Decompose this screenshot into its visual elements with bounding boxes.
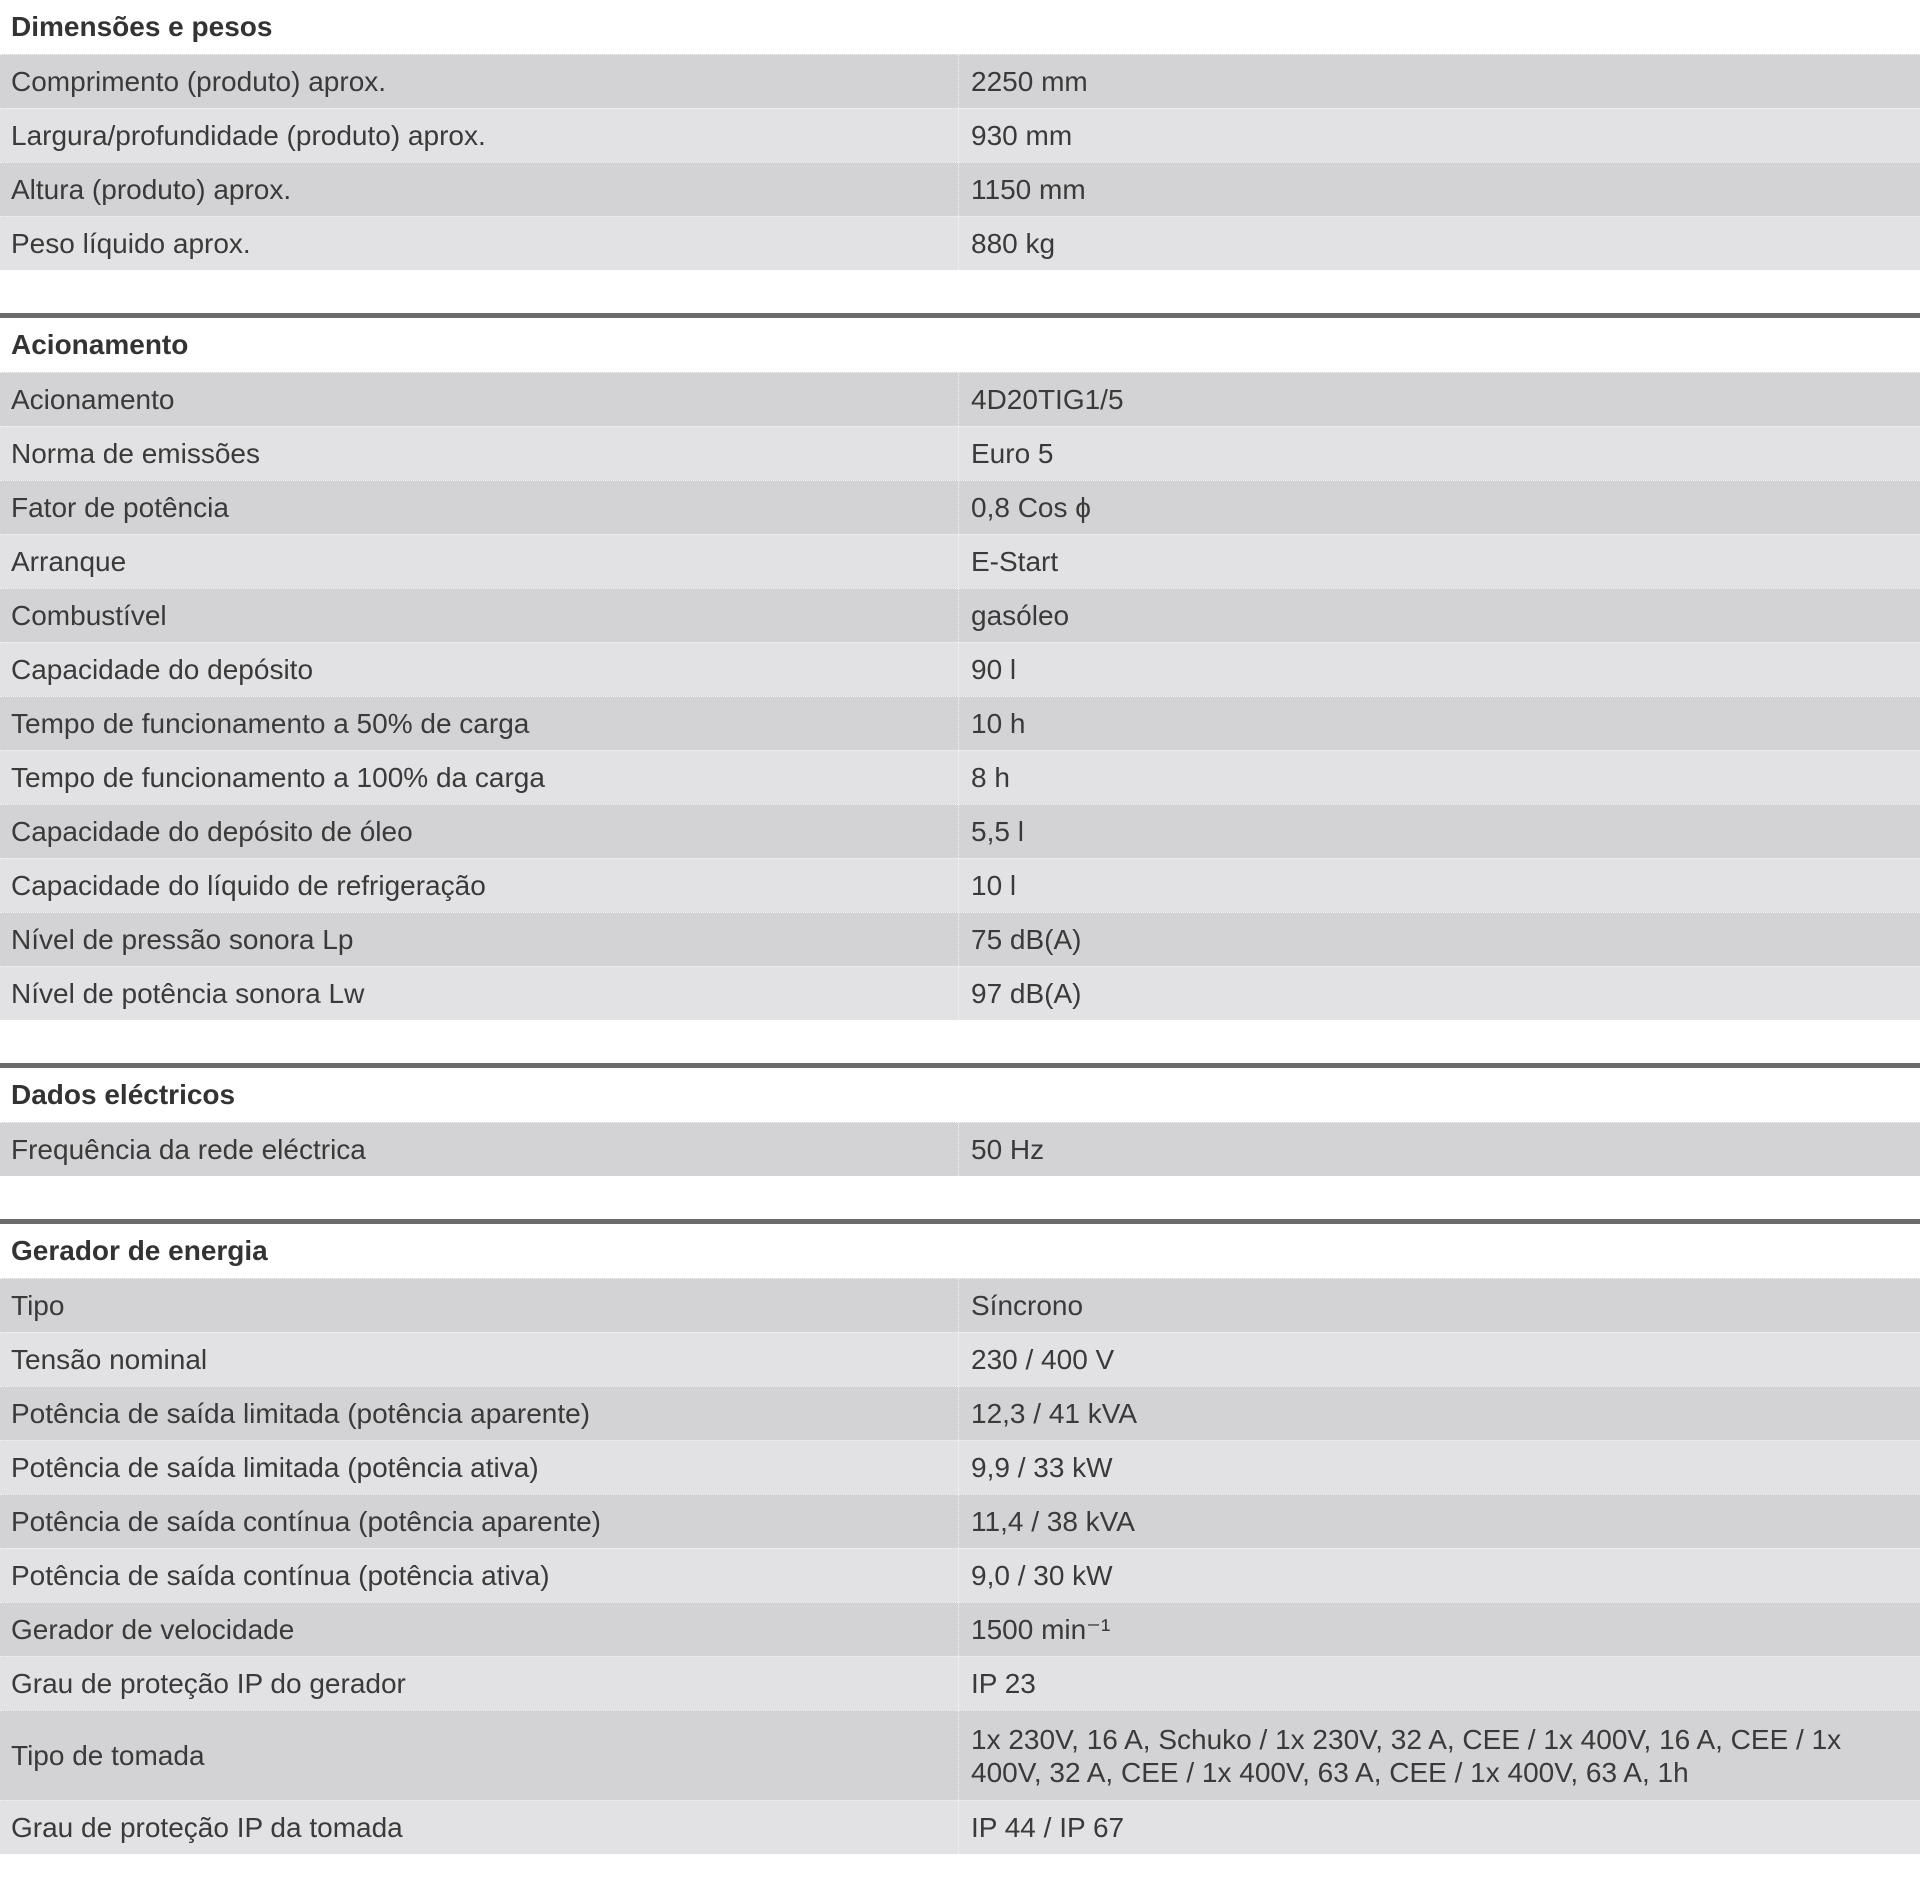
row-value: E-Start (971, 546, 1059, 577)
row-value: IP 44 / IP 67 (971, 1812, 1125, 1843)
row-value: 11,4 / 38 kVA (971, 1506, 1135, 1537)
section-title: Dimensões e pesos (0, 0, 1920, 54)
row-value: 1x 230V, 16 A, Schuko / 1x 230V, 32 A, CEE / 1x 400V, 16 A, CEE / 1x 400V, 32 A, CEE / 1x 400V, 63 A, CEE / 1x 400V, 63 A, 1h (971, 1723, 1842, 1788)
row-label: Gerador de velocidade (0, 1603, 959, 1656)
row-label: Tipo (0, 1279, 959, 1332)
section-drive (0, 313, 1920, 1020)
section-gap (0, 1176, 1920, 1219)
row-label: Combustível (0, 589, 959, 642)
row-label: Capacidade do depósito (0, 643, 959, 696)
row-label: Acionamento (0, 373, 959, 426)
table-row (0, 162, 1920, 216)
row-value: 230 / 400 V (971, 1344, 1115, 1375)
section-title: Gerador de energia (0, 1224, 1920, 1278)
row-value: 880 kg (971, 228, 1056, 259)
section-power-generator (0, 1219, 1920, 1854)
row-value: 10 h (971, 708, 1026, 739)
row-value: gasóleo (971, 600, 1070, 631)
row-value: 930 mm (971, 120, 1073, 151)
table-row (0, 1602, 1920, 1656)
row-value: 12,3 / 41 kVA (971, 1398, 1138, 1429)
table-row (0, 54, 1920, 108)
table-row (0, 426, 1920, 480)
row-value: 97 dB(A) (971, 978, 1082, 1009)
table-row (0, 912, 1920, 966)
table-row (0, 534, 1920, 588)
row-value: Euro 5 (971, 438, 1054, 469)
row-label: Norma de emissões (0, 427, 959, 480)
table-row (0, 1332, 1920, 1386)
row-label: Potência de saída contínua (potência ativa) (0, 1549, 959, 1602)
table-row (0, 1278, 1920, 1332)
table-row (0, 1710, 1920, 1800)
row-label: Grau de proteção IP da tomada (0, 1801, 959, 1854)
table-row (0, 966, 1920, 1020)
row-label: Comprimento (produto) aprox. (0, 55, 959, 108)
row-label: Arranque (0, 535, 959, 588)
section-dimensions-weights (0, 0, 1920, 270)
row-value: 90 l (971, 654, 1017, 685)
row-label: Nível de potência sonora Lw (0, 967, 959, 1020)
row-value: 0,8 Cos ϕ (971, 492, 1091, 523)
row-label: Tipo de tomada (0, 1711, 959, 1800)
row-value: 1150 mm (971, 174, 1086, 205)
row-label: Nível de pressão sonora Lp (0, 913, 959, 966)
row-value: 9,0 / 30 kW (971, 1560, 1113, 1591)
row-label: Potência de saída limitada (potência ativa) (0, 1441, 959, 1494)
table-row (0, 1494, 1920, 1548)
section-title: Acionamento (0, 318, 1920, 372)
row-label: Capacidade do depósito de óleo (0, 805, 959, 858)
section-electrical-data (0, 1063, 1920, 1176)
table-row (0, 1122, 1920, 1176)
table-row (0, 1386, 1920, 1440)
row-label: Tempo de funcionamento a 50% de carga (0, 697, 959, 750)
table-row (0, 858, 1920, 912)
row-value: 50 Hz (971, 1134, 1045, 1165)
table-row (0, 804, 1920, 858)
row-label: Capacidade do líquido de refrigeração (0, 859, 959, 912)
row-label: Tensão nominal (0, 1333, 959, 1386)
table-row (0, 108, 1920, 162)
row-label: Tempo de funcionamento a 100% da carga (0, 751, 959, 804)
row-value: 8 h (971, 762, 1010, 793)
row-value: 75 dB(A) (971, 924, 1082, 955)
row-label: Frequência da rede eléctrica (0, 1123, 959, 1176)
section-gap (0, 1020, 1920, 1063)
row-label: Potência de saída limitada (potência aparente) (0, 1387, 959, 1440)
table-row (0, 750, 1920, 804)
row-label: Altura (produto) aprox. (0, 163, 959, 216)
row-label: Fator de potência (0, 481, 959, 534)
section-title: Dados eléctricos (0, 1068, 1920, 1122)
row-label: Potência de saída contínua (potência aparente) (0, 1495, 959, 1548)
row-value: Síncrono (971, 1290, 1084, 1321)
row-label: Largura/profundidade (produto) aprox. (0, 109, 959, 162)
table-row (0, 372, 1920, 426)
row-value: 5,5 l (971, 816, 1024, 847)
table-row (0, 642, 1920, 696)
table-row (0, 696, 1920, 750)
row-label: Grau de proteção IP do gerador (0, 1657, 959, 1710)
table-row (0, 1800, 1920, 1854)
row-value: 10 l (971, 870, 1017, 901)
row-value: 9,9 / 33 kW (971, 1452, 1113, 1483)
table-row (0, 588, 1920, 642)
table-row (0, 1656, 1920, 1710)
row-label: Peso líquido aprox. (0, 217, 959, 270)
table-row (0, 216, 1920, 270)
row-value: 2250 mm (971, 66, 1088, 97)
table-row (0, 1440, 1920, 1494)
row-value: 1500 min⁻¹ (971, 1614, 1111, 1645)
row-value: 4D20TIG1/5 (971, 384, 1124, 415)
row-value: IP 23 (971, 1668, 1036, 1699)
table-row (0, 1548, 1920, 1602)
table-row (0, 480, 1920, 534)
section-gap (0, 270, 1920, 313)
